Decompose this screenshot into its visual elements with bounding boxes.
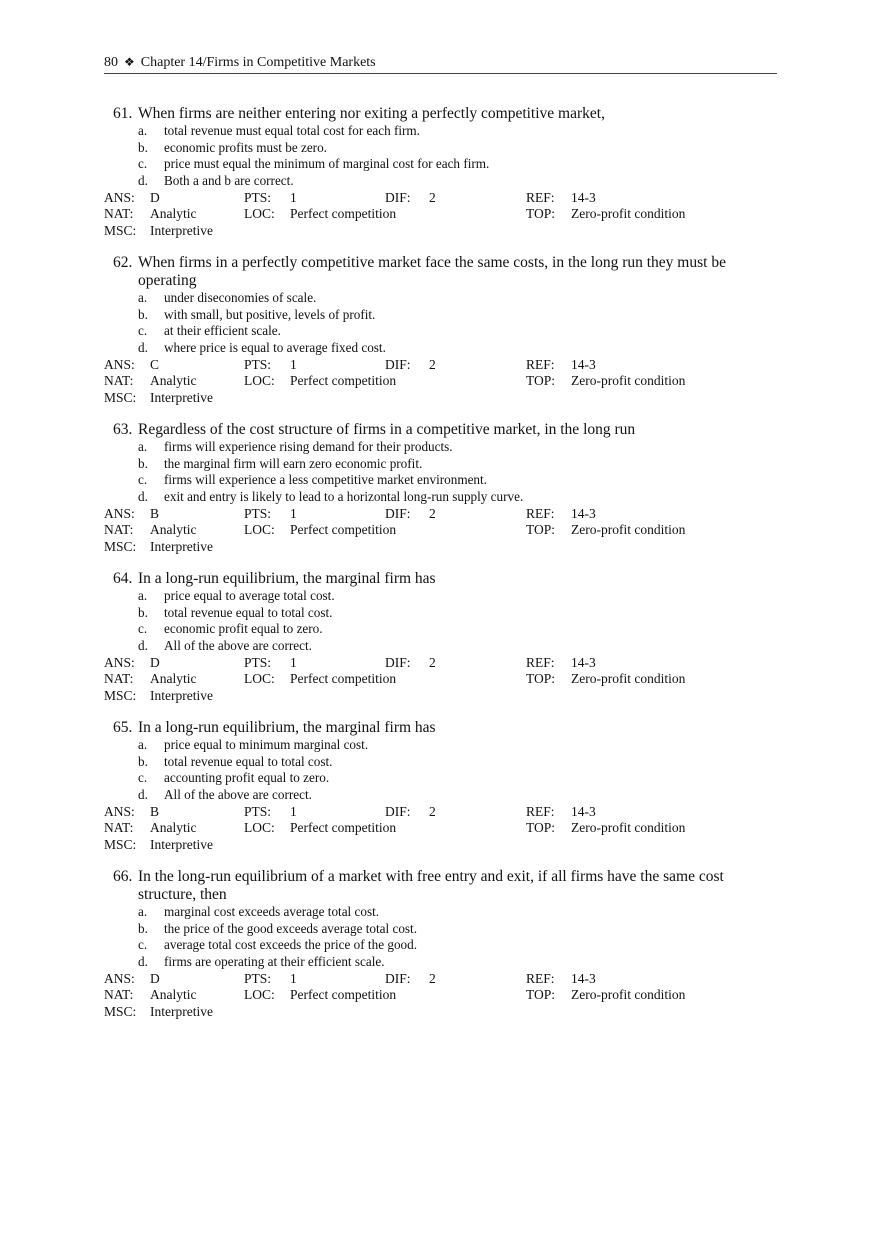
option-letter: d. xyxy=(138,787,148,803)
option-letter: a. xyxy=(138,290,148,305)
text-value: Interpretive xyxy=(150,539,213,555)
option-letter: b. xyxy=(138,139,148,155)
text-value: Zero-profit condition xyxy=(571,522,686,538)
text-value: Interpretive xyxy=(150,390,213,406)
option-letter: a. xyxy=(138,904,148,919)
option-letter: d. xyxy=(138,954,148,970)
page-header xyxy=(104,52,777,74)
text-value: Perfect competition xyxy=(290,820,397,836)
option-letter: c. xyxy=(138,937,148,953)
option-letter: c. xyxy=(138,770,148,786)
text-value: LOC: xyxy=(244,373,275,389)
option-b xyxy=(104,605,784,622)
text-value: TOP: xyxy=(526,206,556,222)
text-value: with small, but positive, levels of profit. xyxy=(164,306,376,322)
text-value: MSC: xyxy=(104,688,137,704)
option-a xyxy=(104,904,784,921)
text-value: ANS: xyxy=(104,189,135,205)
question-stem xyxy=(104,719,778,737)
text-value: LOC: xyxy=(244,820,275,836)
text-value: REF: xyxy=(526,356,555,372)
option-c xyxy=(104,770,784,787)
text-value: the price of the good exceeds average total cost. xyxy=(164,920,418,936)
text-value: ANS: xyxy=(104,356,135,372)
text-value: Perfect competition xyxy=(290,522,397,538)
text-value: average total cost exceeds the price of the good. xyxy=(164,937,418,953)
text-value: ANS: xyxy=(104,970,135,986)
question-stem xyxy=(104,105,778,123)
question-stem xyxy=(104,421,778,439)
text-value: ANS: xyxy=(104,654,135,670)
option-a xyxy=(104,737,784,754)
text-value: Perfect competition xyxy=(290,206,397,222)
text-value: NAT: xyxy=(104,820,134,836)
text-value: 14-3 xyxy=(571,189,596,205)
answer-key: D xyxy=(150,970,160,986)
text-value: Zero-profit condition xyxy=(571,987,686,1003)
text-value: total revenue equal to total cost. xyxy=(164,753,333,769)
question-61 xyxy=(104,105,784,240)
diamond-separator-icon: ❖ xyxy=(124,55,135,69)
text-value: MSC: xyxy=(104,223,137,239)
text-value: Both a and b are correct. xyxy=(164,173,294,189)
option-d xyxy=(104,340,784,357)
text-value: firms are operating at their efficient scale. xyxy=(164,954,385,970)
text-value: NAT: xyxy=(104,373,134,389)
option-a xyxy=(104,588,784,605)
option-c xyxy=(104,621,784,638)
text-value: Zero-profit condition xyxy=(571,206,686,222)
option-letter: b. xyxy=(138,753,148,769)
text-value: NAT: xyxy=(104,206,134,222)
text-value: ANS: xyxy=(104,505,135,521)
option-a xyxy=(104,290,784,307)
text-value: the marginal firm will earn zero economic profit. xyxy=(164,455,423,471)
chapter-title: Chapter 14/Firms in Competitive Markets xyxy=(140,55,376,70)
option-letter: a. xyxy=(138,588,148,603)
question-stem xyxy=(104,868,778,904)
text-value: PTS: xyxy=(244,505,272,521)
text-value: PTS: xyxy=(244,803,272,819)
question-number: 64. xyxy=(113,570,133,587)
text-value: LOC: xyxy=(244,987,275,1003)
option-b xyxy=(104,307,784,324)
option-letter: b. xyxy=(138,920,148,936)
question-number: 62. xyxy=(113,254,133,271)
option-letter: b. xyxy=(138,455,148,471)
option-letter: c. xyxy=(138,323,148,339)
question-text: When firms are neither entering nor exiting a perfectly competitive market, xyxy=(138,105,605,122)
text-value: Analytic xyxy=(150,206,197,222)
question-stem xyxy=(104,254,778,290)
text-value: marginal cost exceeds average total cost. xyxy=(164,904,380,919)
text-value: 2 xyxy=(429,654,436,670)
text-value: PTS: xyxy=(244,356,272,372)
page-number: 80 xyxy=(104,55,118,70)
option-c xyxy=(104,472,784,489)
text-value: REF: xyxy=(526,505,555,521)
text-value: TOP: xyxy=(526,820,556,836)
option-letter: d. xyxy=(138,638,148,654)
text-value: Perfect competition xyxy=(290,987,397,1003)
text-value: All of the above are correct. xyxy=(164,638,312,654)
text-value: REF: xyxy=(526,654,555,670)
question-number: 63. xyxy=(113,421,133,438)
text-value: MSC: xyxy=(104,837,137,853)
text-value: 2 xyxy=(429,356,436,372)
text-value: Zero-profit condition xyxy=(571,820,686,836)
text-value: NAT: xyxy=(104,522,134,538)
option-d xyxy=(104,489,784,506)
option-c xyxy=(104,323,784,340)
text-value: Interpretive xyxy=(150,837,213,853)
text-value: MSC: xyxy=(104,1004,137,1020)
text-value: PTS: xyxy=(244,654,272,670)
text-value: economic profits must be zero. xyxy=(164,139,327,155)
text-value: DIF: xyxy=(385,803,411,819)
text-value: 1 xyxy=(290,803,297,819)
text-value: Interpretive xyxy=(150,1004,213,1020)
option-letter: b. xyxy=(138,604,148,620)
question-text: Regardless of the cost structure of firms in a competitive market, in the long run xyxy=(138,421,636,438)
text-value: NAT: xyxy=(104,987,134,1003)
text-value: PTS: xyxy=(244,970,272,986)
text-value: TOP: xyxy=(526,522,556,538)
text-value: NAT: xyxy=(104,671,134,687)
option-d xyxy=(104,638,784,655)
option-b xyxy=(104,456,784,473)
question-text: When firms in a perfectly competitive market face the same costs, in the long run they must be operating xyxy=(138,254,726,289)
text-value: 2 xyxy=(429,970,436,986)
text-value: exit and entry is likely to lead to a horizontal long-run supply curve. xyxy=(164,489,524,505)
text-value: Analytic xyxy=(150,987,197,1003)
text-value: at their efficient scale. xyxy=(164,323,281,339)
text-value: firms will experience a less competitive market environment. xyxy=(164,472,487,488)
text-value: 1 xyxy=(290,970,297,986)
text-value: accounting profit equal to zero. xyxy=(164,770,330,786)
text-value: REF: xyxy=(526,189,555,205)
text-value: 1 xyxy=(290,356,297,372)
option-letter: c. xyxy=(138,621,148,637)
question-62 xyxy=(104,254,784,407)
option-letter: a. xyxy=(138,439,148,454)
question-stem xyxy=(104,570,778,588)
answer-metadata xyxy=(104,655,784,705)
text-value: TOP: xyxy=(526,373,556,389)
text-value: Zero-profit condition xyxy=(571,671,686,687)
text-value: PTS: xyxy=(244,189,272,205)
answer-metadata xyxy=(104,190,784,240)
text-value: 14-3 xyxy=(571,505,596,521)
option-letter: d. xyxy=(138,173,148,189)
option-b xyxy=(104,754,784,771)
question-number: 65. xyxy=(113,719,133,736)
text-value: 1 xyxy=(290,654,297,670)
option-letter: c. xyxy=(138,472,148,488)
option-a xyxy=(104,123,784,140)
text-value: 1 xyxy=(290,189,297,205)
text-value: total revenue equal to total cost. xyxy=(164,604,333,620)
answer-metadata xyxy=(104,357,784,407)
option-c xyxy=(104,937,784,954)
answer-metadata xyxy=(104,804,784,854)
question-65 xyxy=(104,719,784,854)
answer-metadata xyxy=(104,971,784,1021)
option-d xyxy=(104,954,784,971)
question-64 xyxy=(104,570,784,705)
option-c xyxy=(104,156,784,173)
text-value: DIF: xyxy=(385,654,411,670)
option-letter: c. xyxy=(138,156,148,172)
text-value: 2 xyxy=(429,189,436,205)
text-value: DIF: xyxy=(385,189,411,205)
question-63 xyxy=(104,421,784,556)
text-value: 14-3 xyxy=(571,970,596,986)
text-value: 2 xyxy=(429,505,436,521)
text-value: where price is equal to average fixed cost. xyxy=(164,340,386,356)
text-value: Interpretive xyxy=(150,223,213,239)
text-value: MSC: xyxy=(104,390,137,406)
text-value: Analytic xyxy=(150,820,197,836)
answer-key: D xyxy=(150,654,160,670)
question-text: In the long-run equilibrium of a market with free entry and exit, if all firms have the same cost structure, then xyxy=(138,868,724,903)
text-value: total revenue must equal total cost for each firm. xyxy=(164,123,420,138)
question-number: 66. xyxy=(113,868,133,885)
text-value: Analytic xyxy=(150,373,197,389)
text-value: Zero-profit condition xyxy=(571,373,686,389)
option-b xyxy=(104,140,784,157)
option-d xyxy=(104,173,784,190)
text-value: price equal to average total cost. xyxy=(164,588,335,603)
text-value: Interpretive xyxy=(150,688,213,704)
answer-key: C xyxy=(150,356,160,372)
text-value: under diseconomies of scale. xyxy=(164,290,317,305)
text-value: 14-3 xyxy=(571,803,596,819)
text-value: DIF: xyxy=(385,970,411,986)
text-value: firms will experience rising demand for their products. xyxy=(164,439,453,454)
text-value: DIF: xyxy=(385,356,411,372)
text-value: TOP: xyxy=(526,987,556,1003)
answer-key: D xyxy=(150,189,160,205)
answer-key: B xyxy=(150,505,160,521)
text-value: economic profit equal to zero. xyxy=(164,621,323,637)
text-value: DIF: xyxy=(385,505,411,521)
question-66 xyxy=(104,868,784,1021)
text-value: ANS: xyxy=(104,803,135,819)
answer-key: B xyxy=(150,803,160,819)
question-number: 61. xyxy=(113,105,133,122)
question-text: In a long-run equilibrium, the marginal firm has xyxy=(138,719,436,736)
text-value: 2 xyxy=(429,803,436,819)
text-value: price equal to minimum marginal cost. xyxy=(164,737,369,752)
text-value: TOP: xyxy=(526,671,556,687)
option-letter: a. xyxy=(138,123,148,138)
text-value: Analytic xyxy=(150,671,197,687)
text-value: All of the above are correct. xyxy=(164,787,312,803)
option-letter: a. xyxy=(138,737,148,752)
option-b xyxy=(104,921,784,938)
text-value: 14-3 xyxy=(571,356,596,372)
option-d xyxy=(104,787,784,804)
text-value: Perfect competition xyxy=(290,373,397,389)
text-value: REF: xyxy=(526,803,555,819)
text-value: LOC: xyxy=(244,206,275,222)
text-value: 14-3 xyxy=(571,654,596,670)
option-letter: d. xyxy=(138,489,148,505)
text-value: LOC: xyxy=(244,671,275,687)
text-value: MSC: xyxy=(104,539,137,555)
text-value: Analytic xyxy=(150,522,197,538)
text-value: 1 xyxy=(290,505,297,521)
answer-metadata xyxy=(104,506,784,556)
text-value: REF: xyxy=(526,970,555,986)
option-a xyxy=(104,439,784,456)
text-value: LOC: xyxy=(244,522,275,538)
question-text: In a long-run equilibrium, the marginal firm has xyxy=(138,570,436,587)
option-letter: b. xyxy=(138,306,148,322)
text-value: Perfect competition xyxy=(290,671,397,687)
text-value: price must equal the minimum of marginal cost for each firm. xyxy=(164,156,490,172)
option-letter: d. xyxy=(138,340,148,356)
